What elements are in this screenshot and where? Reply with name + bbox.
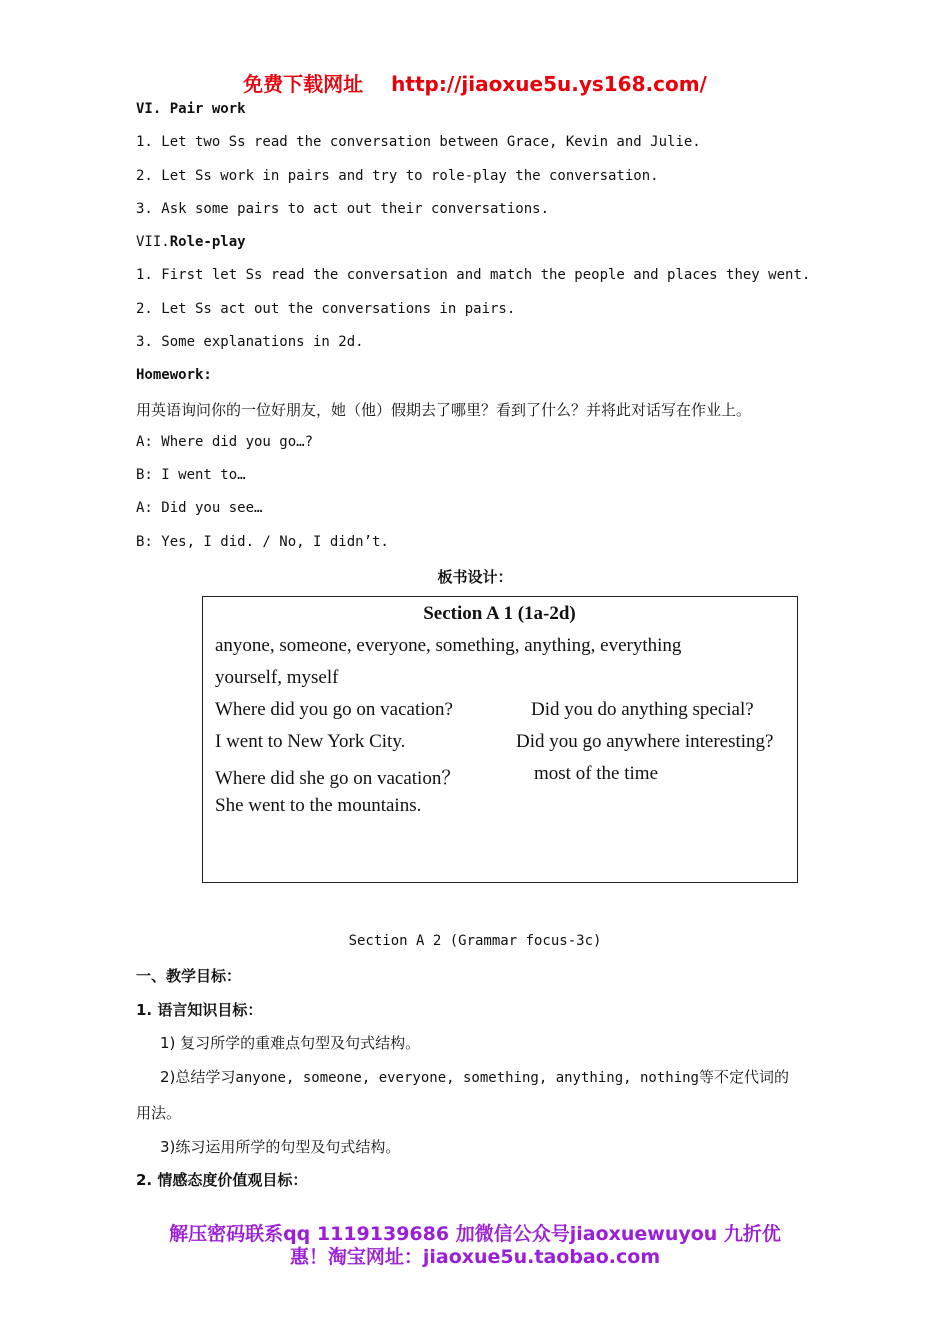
footer-line-2: 惠！淘宝网址：jiaoxue5u.taobao.com	[289, 1246, 661, 1268]
goal1-item-2	[160, 1066, 789, 1087]
sec6-title: VI. Pair work	[136, 101, 246, 117]
goal1-heading: 1. 语言知识目标：	[136, 1001, 263, 1019]
footer-line-1: 解压密码联系qq 1119139686 加微信公众号jiaoxuewuyou 九折优	[169, 1223, 781, 1245]
section-a2-title: Section A 2 (Grammar focus-3c)	[348, 933, 602, 949]
board-left-1: Where did you go on vacation?	[215, 699, 453, 720]
dialog-line-4: B: Yes, I did. / No, I didn’t.	[136, 534, 389, 550]
sec7-title-text: Role-play	[169, 234, 246, 250]
board-box	[202, 596, 798, 883]
board-caption: 板书设计：	[437, 568, 513, 586]
goals-heading: 一、教学目标：	[136, 967, 242, 985]
board-reflexives: yourself, myself	[215, 667, 339, 688]
sec7-item-2: 2. Let Ss act out the conversations in pairs.	[136, 301, 516, 317]
board-right-2: Did you go anywhere interesting?	[516, 731, 774, 752]
header-text: 免费下载网址	[243, 72, 364, 96]
sec7-item-3: 3. Some explanations in 2d.	[136, 334, 364, 350]
board-left-3: Where did she go on vacation？	[215, 768, 461, 789]
goal1-item-2-prefix: 2)总结学习	[160, 1068, 236, 1086]
goal1-item-1: 1) 复习所学的重难点句型及句式结构。	[160, 1034, 421, 1052]
sec6-item-2: 2. Let Ss work in pairs and try to role-play the conversation.	[136, 168, 659, 184]
sec6-item-1: 1. Let two Ss read the conversation between Grace, Kevin and Julie.	[136, 134, 701, 150]
header-banner	[0, 68, 950, 97]
board-right-3: most of the time	[534, 763, 659, 784]
goal1-item-3: 3)练习运用所学的句型及句式结构。	[160, 1138, 401, 1156]
board-pronouns: anyone, someone, everyone, something, anything, everything	[215, 635, 682, 656]
sec7-title	[136, 234, 246, 250]
dialog-line-3: A: Did you see…	[136, 500, 263, 516]
board-left-2: I went to New York City.	[215, 731, 406, 752]
goal1-item-2-suffix: 等不定代词的	[699, 1068, 790, 1086]
homework-title: Homework:	[136, 367, 212, 383]
sec7-item-1: 1. First let Ss read the conversation and match the people and places they went.	[136, 267, 811, 283]
board-left-4: She went to the mountains.	[215, 795, 422, 816]
sec6-item-3: 3. Ask some pairs to act out their conversations.	[136, 201, 550, 217]
dialog-line-1: A: Where did you go…?	[136, 434, 314, 450]
header-url-link[interactable]: http://jiaoxue5u.ys168.com/	[391, 72, 707, 96]
sec7-title-num: VII.	[136, 234, 170, 250]
goal2-heading: 2. 情感态度价值观目标：	[136, 1171, 308, 1189]
dialog-line-2: B: I went to…	[136, 467, 246, 483]
board-right-1: Did you do anything special?	[531, 699, 754, 720]
goal1-item-2-cont: 用法。	[136, 1104, 182, 1122]
board-title: Section A 1 (1a-2d)	[423, 603, 576, 624]
homework-instruction: 用英语询问你的一位好朋友，她（他）假期去了哪里？看到了什么？并将此对话写在作业上。	[136, 401, 752, 419]
goal1-item-2-words: anyone, someone, everyone, something, anything, nothing	[235, 1070, 699, 1086]
